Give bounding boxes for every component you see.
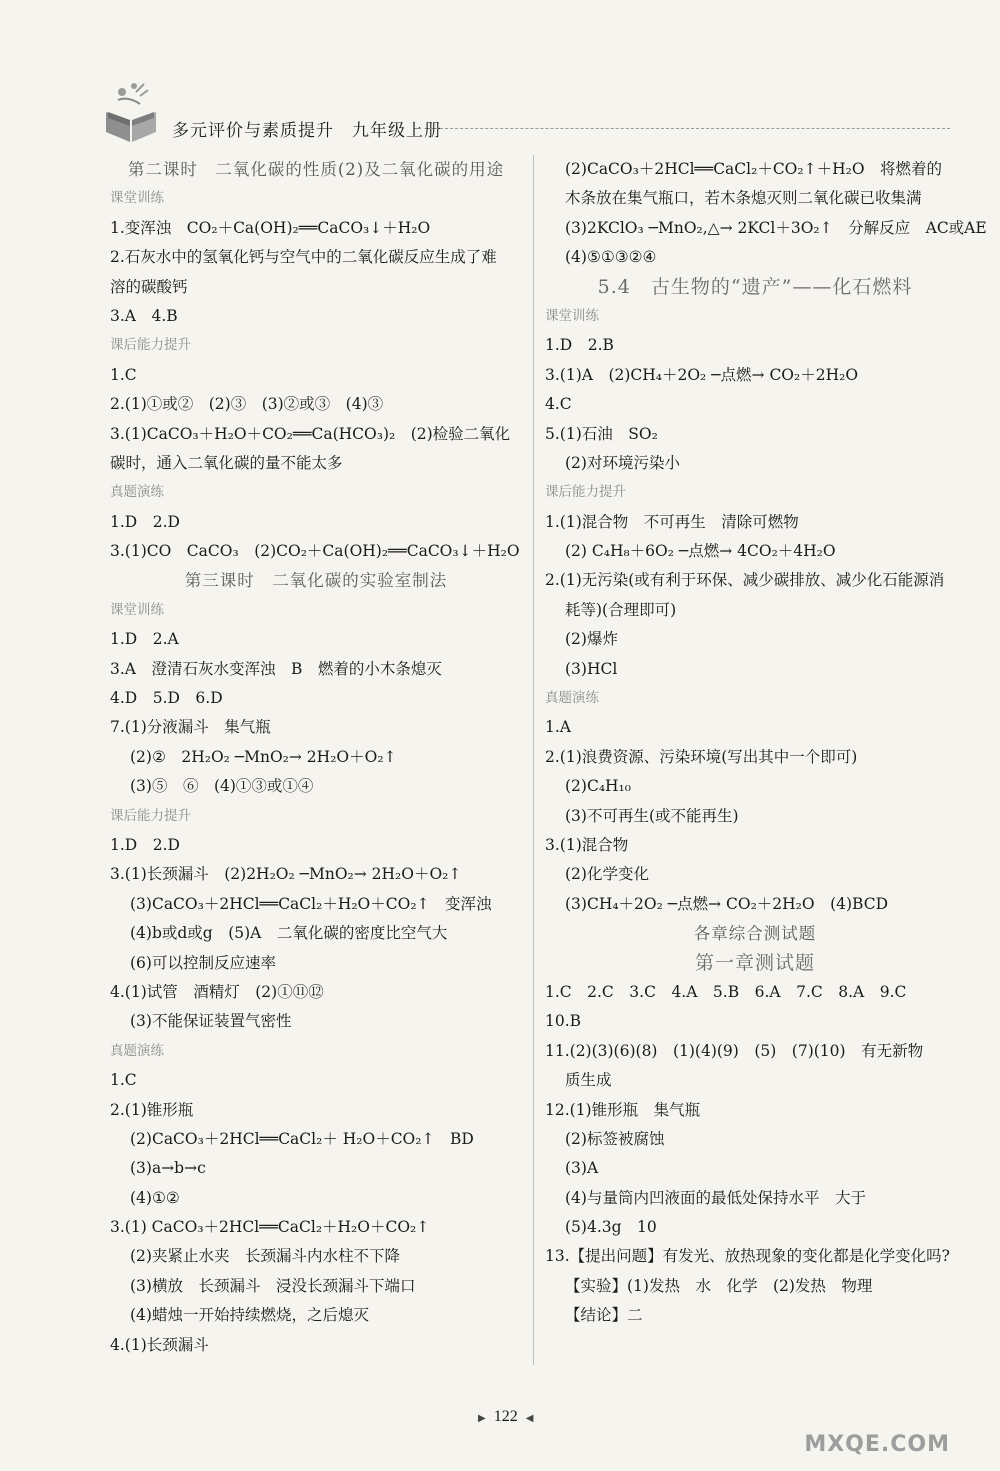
answer-line: 1.变浑浊 CO₂＋Ca(OH)₂══CaCO₃↓＋H₂O [110,218,431,237]
header-divider [430,128,950,129]
answer-line: 2.(1)无污染(或有利于环保、减少碳排放、减少化石能源消 [545,571,945,590]
answer-line: 2.(1)锥形瓶 [110,1100,194,1119]
answer-line: (3)a→b→c [130,1159,206,1178]
answer-line: (5)4.3g 10 [565,1218,657,1237]
section-label: 课堂训练 [110,601,164,618]
answer-line: 1.A [545,718,571,737]
answer-line: 11.(2)(3)(6)(8) (1)(4)(9) (5) (7)(10) 有无新物 [545,1041,924,1060]
answer-line: (3)A [565,1159,599,1178]
answer-line: (2)CaCO₃＋2HCl══CaCl₂＋ H₂O＋CO₂↑ BD [130,1129,474,1148]
right-triangle-icon: ▶ [478,1413,486,1424]
section-label: 真题演练 [110,1042,164,1059]
answer-line: (2)CaCO₃＋2HCl══CaCl₂＋CO₂↑＋H₂O 将燃着的 [565,160,943,178]
answer-line: 1.D 2.D [110,512,180,531]
section-heading: 各章综合测试题 [693,924,817,944]
answer-line: 溶的碳酸钙 [110,277,188,296]
answer-line: (4)⑤①③②④ [565,248,657,267]
answer-line: (3)CH₄＋2O₂ ─点燃→ CO₂＋2H₂O (4)BCD [565,894,889,913]
answer-line: 碳时，通入二氧化碳的量不能太多 [110,453,343,472]
answer-line: 1.(1)混合物 不可再生 清除可燃物 [545,512,799,531]
section-label: 真题演练 [545,690,599,707]
answer-line: (3)横放 长颈漏斗 浸没长颈漏斗下端口 [130,1276,416,1295]
answer-line: 3.(1)长颈漏斗 (2)2H₂O₂ ─MnO₂→ 2H₂O＋O₂↑ [110,865,462,884]
answer-line: 1.D 2.B [545,336,614,355]
answer-line: 【结论】二 [565,1306,643,1325]
right-column [545,155,987,1331]
answer-line: 1.D 2.D [110,835,180,854]
answer-line: (3)⑤ ⑥ (4)①③或①④ [130,777,314,796]
answer-line: 13.【提出问题】有发光、放热现象的变化都是化学变化吗? [545,1247,950,1266]
answer-line: 7.(1)分液漏斗 集气瓶 [110,718,271,737]
page-number [470,1408,541,1426]
answer-line: 4.(1)试管 酒精灯 (2)①⑪⑫ [110,982,324,1001]
section-label: 课后能力提升 [545,484,626,501]
watermark [800,1395,980,1465]
answer-line: 木条放在集气瓶口，若木条熄灭则二氧化碳已收集满 [565,189,922,208]
answer-line: 2.(1)浪费资源、污染环境(写出其中一个即可) [545,747,858,766]
answer-line: (3)CaCO₃＋2HCl══CaCl₂＋H₂O＋CO₂↑ 变浑浊 [130,894,492,913]
book-logo-icon [100,78,162,144]
answer-line: 3.(1)混合物 [545,835,629,854]
section-label: 课后能力提升 [110,337,191,354]
answer-line: (2)标签被腐蚀 [565,1129,665,1148]
answer-line: (2)爆炸 [565,630,618,649]
answer-line: 12.(1)锥形瓶 集气瓶 [545,1100,701,1119]
answer-line: (3)不能保证装置气密性 [130,1012,292,1031]
answer-line: 质生成 [565,1071,612,1090]
column-divider [533,155,534,1365]
answer-line: 4.(1)长颈漏斗 [110,1335,209,1354]
watermark-text: MXQE.COM [804,1432,950,1457]
left-column [110,155,522,1360]
section-label: 真题演练 [110,484,164,501]
answer-line: (2) C₄H₈＋6O₂ ─点燃→ 4CO₂＋4H₂O [565,542,836,561]
section-heading: 第一章测试题 [694,951,815,974]
answer-line: (2)② 2H₂O₂ ─MnO₂→ 2H₂O＋O₂↑ [130,747,397,766]
section-heading: 第二课时 二氧化碳的性质(2)及二氧化碳的用途 [127,160,505,179]
answer-line: 5.(1)石油 SO₂ [545,424,658,443]
answer-line: 3.(1) CaCO₃＋2HCl══CaCl₂＋H₂O＋CO₂↑ [110,1218,430,1237]
answer-line: (2)C₄H₁₀ [565,777,631,796]
answer-line: 3.(1)CaCO₃＋H₂O＋CO₂══Ca(HCO₃)₂ (2)检验二氧化 [110,424,511,443]
section-heading: 第三课时 二氧化碳的实验室制法 [184,571,448,591]
answer-line: (3)不可再生(或不能再生) [565,806,739,825]
answer-line: 3.A 4.B [110,306,178,325]
answer-line: (3)HCl [565,659,618,678]
answer-line: 3.(1)A (2)CH₄＋2O₂ ─点燃→ CO₂＋2H₂O [545,365,859,384]
answer-line: (2)化学变化 [565,865,649,884]
answer-line: 耗等)(合理即可) [565,600,677,619]
answer-line: 1.C [110,1071,137,1090]
answer-line: 1.C 2.C 3.C 4.A 5.B 6.A 7.C 8.A 9.C [545,982,907,1001]
answer-line: (2)夹紧止水夹 长颈漏斗内水柱不下降 [130,1247,400,1266]
answer-line: 2.石灰水中的氢氧化钙与空气中的二氧化碳反应生成了难 [110,248,497,267]
answer-line: (3)2KClO₃ ─MnO₂,△→ 2KCl＋3O₂↑ 分解反应 AC或AE [565,218,987,237]
header-title: 多元评价与素质提升 九年级上册 [172,121,442,141]
answer-line: 3.(1)CO CaCO₃ (2)CO₂＋Ca(OH)₂══CaCO₃↓＋H₂O [110,542,520,561]
answer-line: (6)可以控制反应速率 [130,953,276,972]
page-header [100,78,960,148]
left-triangle-icon: ◀ [525,1413,534,1424]
answer-line: 10.B [545,1012,582,1031]
answer-line: 1.D 2.A [110,630,179,649]
answer-line: 4.D 5.D 6.D [110,689,223,708]
answer-line: 1.C [110,365,137,384]
section-label: 课后能力提升 [110,807,191,824]
answer-line: 3.A 澄清石灰水变浑浊 B 燃着的小木条熄灭 [110,659,442,678]
page-number-text: 122 [493,1408,518,1425]
section-label: 课堂训练 [110,190,164,207]
answer-line: 【实验】(1)发热 水 化学 (2)发热 物理 [565,1276,873,1295]
answer-line: (4)蜡烛一开始持续燃烧，之后熄灭 [130,1306,369,1325]
section-heading: 5.4 古生物的“遗产”——化石燃料 [597,275,913,298]
answer-line: (2)对环境污染小 [565,453,680,472]
section-label: 课堂训练 [545,307,599,324]
answer-line: (4)与量筒内凹液面的最低处保持水平 大于 [565,1188,866,1207]
answer-line: 4.C [545,395,572,414]
answer-line: 2.(1)①或② (2)③ (3)②或③ (4)③ [110,395,384,414]
answer-line: (4)b或d或g (5)A 二氧化碳的密度比空气大 [130,924,448,943]
answer-line: (4)①② [130,1188,180,1207]
